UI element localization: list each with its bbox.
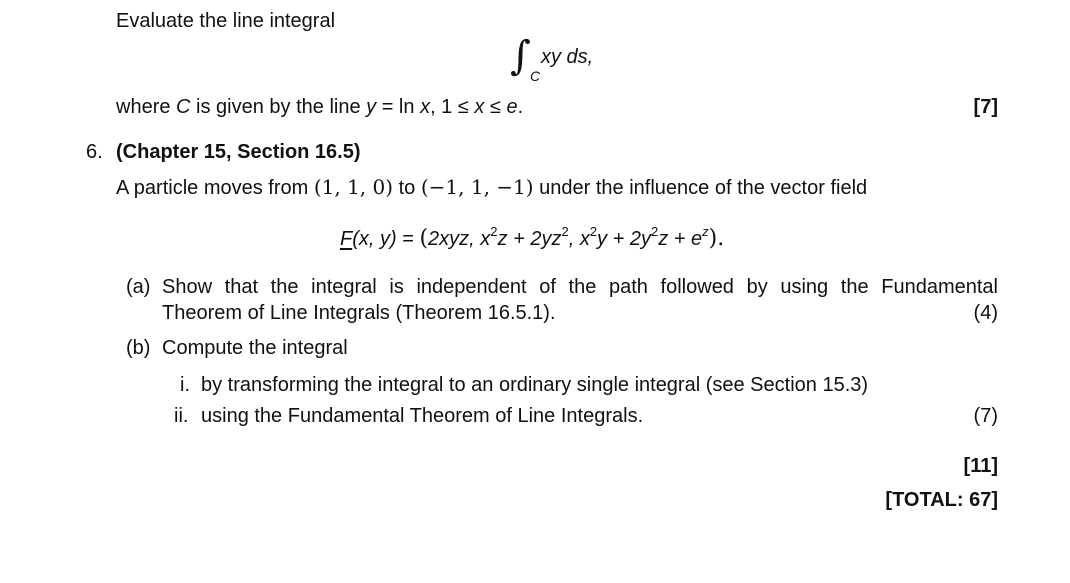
where-e: e — [506, 96, 518, 118]
vector-field-equation — [340, 226, 724, 251]
point-to: (−1, 1, −1) — [420, 175, 534, 199]
field-t3a: x — [579, 228, 590, 250]
part-a-line1: Show that the integral is independent of the path followed by using the Fundamental — [162, 276, 998, 298]
problem5-integral — [510, 33, 630, 86]
field-t2b: z + 2yz — [497, 228, 562, 250]
where-mid: is given by the line — [190, 96, 367, 118]
part-b-item-i-text: by transforming the integral to an ordinary single integral (see Section 15.3) — [201, 374, 869, 396]
part-b-marks: (7) — [973, 405, 998, 427]
where-eq: = ln — [376, 96, 421, 118]
problem6-statement — [116, 175, 867, 200]
integral-sign: ∫ — [510, 33, 531, 79]
field-close: ). — [708, 226, 725, 251]
field-term1: 2xyz, — [428, 228, 481, 250]
field-args: (x, y) — [352, 228, 397, 250]
field-t2c: , — [568, 228, 580, 250]
sup-2d: 2 — [650, 224, 659, 240]
field-open: ( — [419, 226, 429, 251]
integral-integrand: xy ds, — [541, 46, 594, 68]
point-from: (1, 1, 0) — [313, 175, 394, 199]
total-marks: [TOTAL: 67] — [885, 489, 998, 511]
where-y: y — [366, 96, 377, 118]
field-f: F — [340, 228, 353, 250]
sup-2a: 2 — [490, 224, 498, 240]
where-end: . — [517, 96, 524, 118]
where-text: where — [116, 96, 177, 118]
statement-a: A particle moves from — [116, 177, 314, 199]
sup-2b: 2 — [561, 224, 569, 240]
field-equals: = — [396, 228, 420, 250]
part-a-label: (a) — [126, 276, 151, 298]
problem6-number: 6. — [86, 141, 103, 163]
where-range: , 1 ≤ — [430, 96, 475, 118]
field-t2a: x — [480, 228, 491, 250]
problem5-where-line — [116, 96, 523, 119]
sup-2c: 2 — [589, 224, 598, 240]
where-x2: x — [474, 96, 485, 118]
where-c: C — [176, 96, 191, 118]
problem5-marks: [7] — [973, 96, 998, 118]
where-le: ≤ — [484, 96, 507, 118]
part-b-label: (b) — [126, 337, 151, 359]
field-t3c: z + e — [658, 228, 703, 250]
part-b-item-i-label: i. — [180, 374, 190, 396]
statement-b: to — [393, 177, 421, 199]
part-b-text: Compute the integral — [162, 337, 348, 359]
part-a-line2: Theorem of Line Integrals (Theorem 16.5.1). — [162, 302, 556, 324]
problem5-intro: Evaluate the line integral — [116, 10, 336, 32]
part-a-marks: (4) — [973, 302, 998, 324]
problem6-marks: [11] — [963, 455, 998, 477]
integral-subscript: C — [530, 68, 541, 84]
problem6-heading: (Chapter 15, Section 16.5) — [116, 141, 361, 163]
statement-c: under the influence of the vector field — [533, 177, 868, 199]
part-b-item-ii-text: using the Fundamental Theorem of Line Integrals. — [201, 405, 644, 427]
where-x: x — [420, 96, 431, 118]
part-b-item-ii-label: ii. — [174, 405, 189, 427]
sup-z: z — [702, 224, 709, 240]
field-t3b: y + 2y — [597, 228, 651, 250]
